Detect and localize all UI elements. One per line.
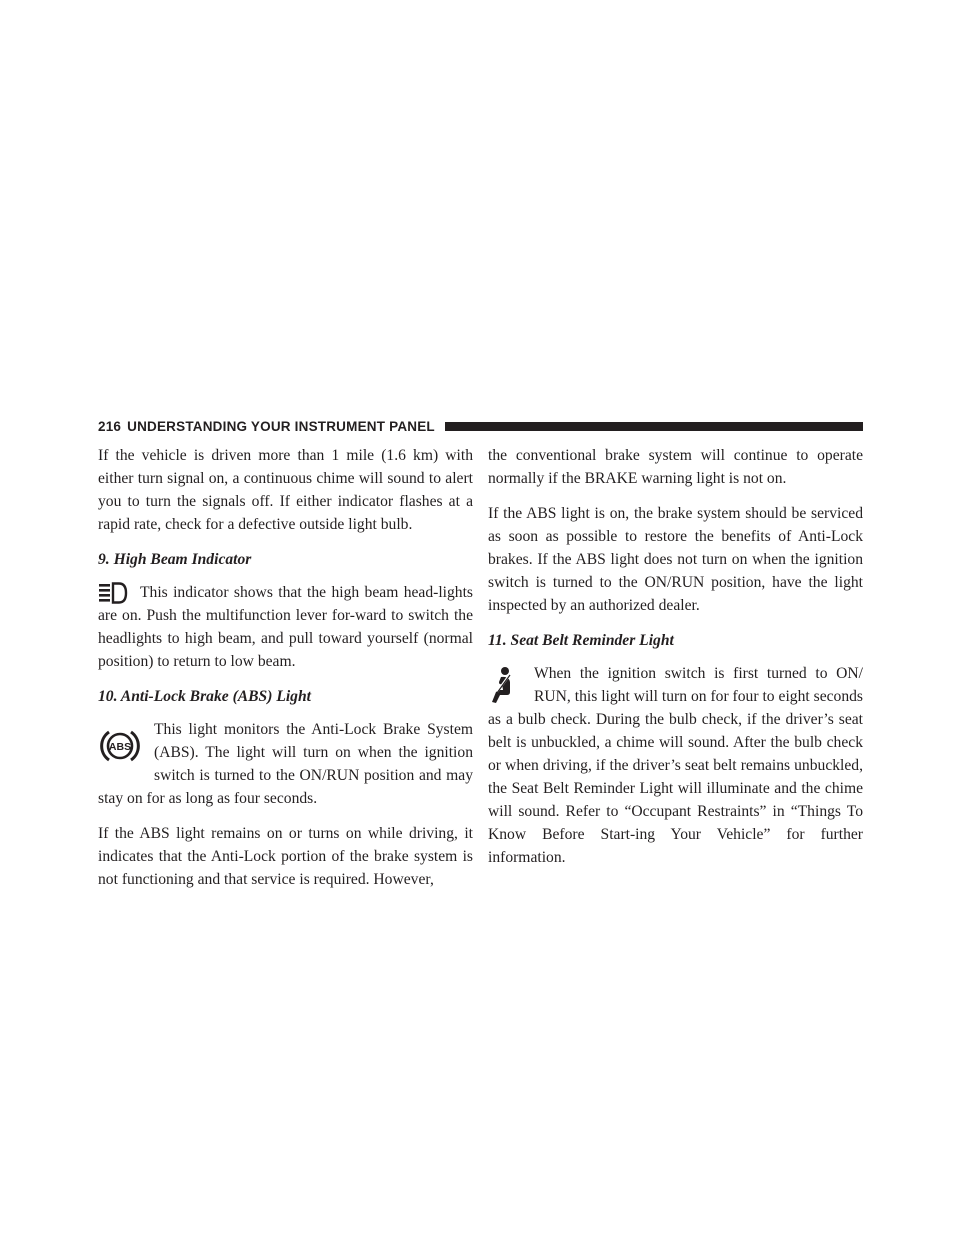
seat-belt-text: When the ignition switch is first turned to ON/ RUN, this light will turn on for four to eight seconds as a bulb check. During the bulb check, if the driver’s seat belt is unbuckled, a chime will sound. After the bulb check or when driving, if the driver’s seat belt remains unbuckled, the Seat Belt Reminder Light will illuminate and the chime will sound. Refer to “Occupant Restraints” in “Things To Know Before Start-ing Your Vehicle” for further information. xyxy=(488,665,863,866)
abs-icon xyxy=(100,726,140,766)
seat-belt-icon xyxy=(488,666,518,706)
abs-text: This light monitors the Anti-Lock Brake System (ABS). The light will turn on when the ignition switch is turned to the ON/RUN position and may stay on for as long as four seconds. xyxy=(98,721,473,807)
abs-paragraph: If the ABS light remains on or turns on while driving, it indicates that the Anti-Lock portion of the brake system is not functioning and that service is required. However, xyxy=(98,825,473,888)
abs-service-paragraph: If the ABS light is on, the brake system should be serviced as soon as possible to restore the benefits of Anti-Lock brakes. If the ABS light does not turn on when the ignition switch is turned to the ON/RUN position, have the light inspected by an authorized dealer. xyxy=(488,505,863,614)
abs-indicator xyxy=(98,718,473,810)
continued-paragraph: the conventional brake system will continue to operate normally if the BRAKE warning light is not on. xyxy=(488,447,863,487)
high-beam-heading: 9. High Beam Indicator xyxy=(98,551,252,568)
turn-signal-paragraph: If the vehicle is driven more than 1 mile (1.6 km) with either turn signal on, a continuous chime will sound to alert you to turn the signals off. If either indicator flashes at a rapid rate, check for a defective outside light bulb. xyxy=(98,447,473,533)
seat-belt-heading: 11. Seat Belt Reminder Light xyxy=(488,632,674,649)
high-beam-indicator xyxy=(98,581,473,673)
page-header xyxy=(98,416,863,436)
page-number: 216 xyxy=(98,418,122,434)
high-beam-icon xyxy=(98,582,128,604)
right-column xyxy=(488,444,863,881)
high-beam-text: This indicator shows that the high beam head-lights are on. Push the multifunction lever for-ward to switch the headlights to high beam, and pull toward yourself (normal position) to return to low beam. xyxy=(98,584,473,670)
header-rule xyxy=(445,422,863,431)
abs-icon-label: ABS xyxy=(108,741,132,753)
abs-heading: 10. Anti-Lock Brake (ABS) Light xyxy=(98,688,311,705)
left-column xyxy=(98,444,473,903)
section-title: UNDERSTANDING YOUR INSTRUMENT PANEL xyxy=(127,418,435,434)
seat-belt-indicator xyxy=(488,662,863,869)
